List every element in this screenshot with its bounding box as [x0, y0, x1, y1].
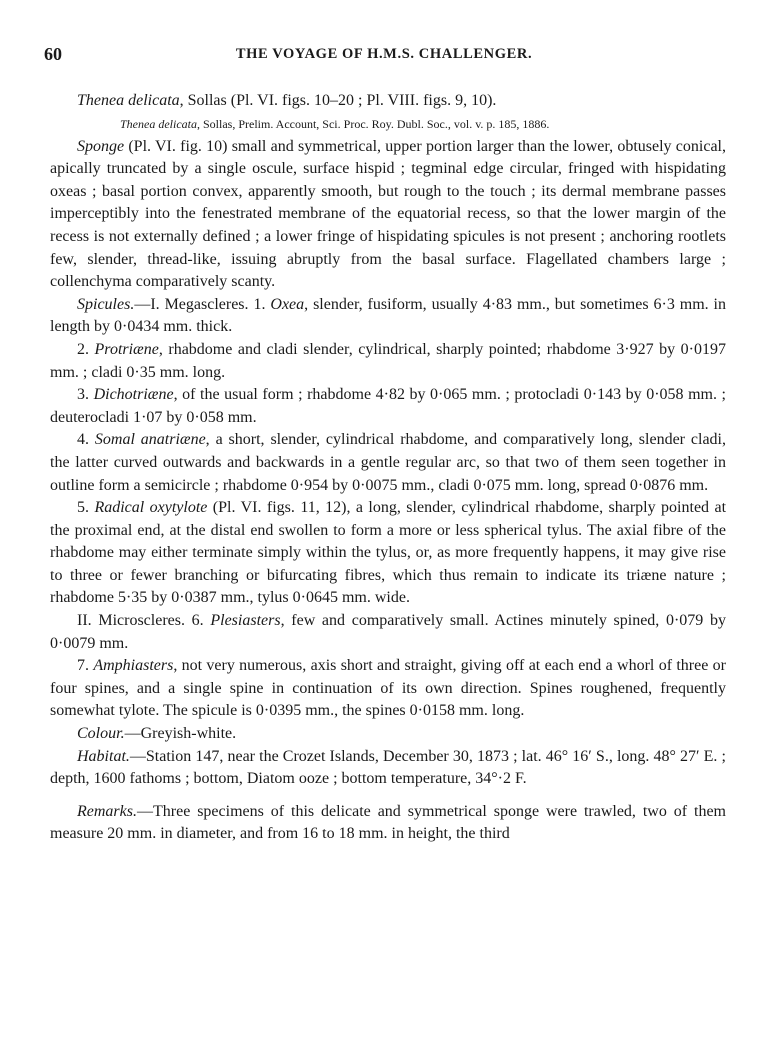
dichotriaene-text: , of the usual form ; rhabdome 4·82 by 0·065 mm. ; protocladi 0·143 by 0·058 mm. ; deuterocladi 1·07 by 0·058 mm. [50, 386, 727, 426]
oxytylote-paragraph [50, 497, 726, 610]
spicules-label: Spicules. [77, 295, 135, 313]
sponge-label: Sponge [77, 137, 125, 155]
plesiasters-name: Plesiasters [210, 612, 281, 630]
amphiasters-paragraph [50, 655, 726, 723]
dichotriaene-name: Dichotriæne [93, 386, 174, 404]
citation-text: , Sollas, Prelim. Account, Sci. Proc. Roy. Dubl. Soc., vol. v. p. 185, 1886. [196, 116, 550, 131]
sponge-paragraph [50, 136, 726, 294]
plesiasters-text: , few and comparatively small. Actines minutely spined, 0·079 by 0·0079 mm. [50, 612, 726, 652]
dichotriaene-paragraph [50, 384, 726, 429]
species-citation [50, 115, 726, 133]
item-number: 7. [77, 657, 94, 675]
habitat-text: —Station 147, near the Crozet Islands, December 30, 1873 ; lat. 46° 16′ S., long. 48° 27′ E. ; depth, 1600 fathoms ; bottom, Diatom ooze ; bottom temperature, 34°·2 F. [50, 747, 726, 788]
colour-text: —Greyish-white. [124, 725, 237, 743]
colour-label: Colour. [77, 725, 125, 743]
running-title: THE VOYAGE OF H.M.S. CHALLENGER. [235, 46, 533, 62]
microscleres-intro: II. Microscleres. 6. [77, 612, 211, 630]
oxytylote-text: (Pl. VI. figs. 11, 12), a long, slender, cylindrical rhabdome, sharply pointed at the proximal end, at the distal end swollen to form a more or less spherical tylus. The axial fibre of the rhabdome may either terminate simply within the tylus, or, as more frequently happens, it may give rise to three or fewer branching or bifurcating fibres, which thus remain to indicate its triæne nature ; rhabdome 5·35 by 0·0387 mm., tylus 0·0645 mm. wide. [50, 499, 727, 607]
species-heading [50, 90, 726, 113]
protriaene-text: , rhabdome and cladi slender, cylindrical, sharply pointed; rhabdome 3·927 by 0·0197 mm. ; cladi 0·35 mm. long. [50, 340, 726, 381]
oxea-name: Oxea [270, 295, 305, 313]
item-number: 3. [77, 386, 94, 404]
anatriaene-paragraph [50, 429, 726, 497]
citation-name: Thenea delicata [120, 116, 197, 131]
remarks-label: Remarks. [77, 802, 137, 820]
sponge-text: (Pl. VI. fig. 10) small and symmetrical, upper portion larger than the lower, obtusely conical, apically truncated by a single oscule, surface hispid ; tegminal edge circular, fringed with hispidating oxeas ; basal portion convex, apparently smooth, but rough to the touch ; its dermal membrane passes imperceptibly into the fenestrated membrane of the equatorial recess, so that the lower margin of the recess is not externally defined ; a lower fringe of hispidating spicules is not present ; anchoring rootlets few, slender, thread-like, issuing abruptly from the basal surface. Flagellated chambers large ; collenchyma comparatively scanty. [50, 137, 726, 291]
species-authority: , Sollas (Pl. VI. figs. 10–20 ; Pl. VIII. figs. 9, 10). [179, 92, 497, 109]
habitat-paragraph [50, 746, 726, 791]
remarks-paragraph [50, 801, 726, 846]
anatriaene-text: , a short, slender, cylindrical rhabdome, and comparatively long, slender cladi, the latter curved outwards and backwards in a gentle regular arc, so that two of them seen together in outline form a semicircle ; rhabdome 0·954 by 0·0075 mm., cladi 0·075 mm. long, spread 0·0876 mm. [50, 431, 726, 494]
remarks-text: —Three specimens of this delicate and symmetrical sponge were trawled, two of them measure 20 mm. in diameter, and from 16 to 18 mm. in height, the third [50, 802, 726, 843]
item-number: 5. [77, 499, 95, 517]
oxea-text: , slender, fusiform, usually 4·83 mm., but sometimes 6·3 mm. in length by 0·0434 mm. thick. [50, 295, 726, 336]
colour-paragraph [50, 723, 726, 746]
page-header [44, 44, 724, 68]
item-number: 4. [77, 431, 95, 449]
habitat-label: Habitat. [77, 747, 130, 765]
spicules-paragraph [50, 294, 726, 339]
page-number: 60 [44, 44, 62, 64]
anatriaene-name: Somal anatriæne [94, 431, 206, 449]
microscleres-paragraph [50, 610, 726, 655]
amphiasters-name: Amphiasters [93, 657, 174, 675]
oxytylote-name: Radical oxytylote [94, 499, 208, 517]
protriaene-name: Protriæne [94, 340, 159, 358]
article-body [50, 90, 726, 846]
amphiasters-text: , not very numerous, axis short and straight, giving off at each end a whorl of three or four spines, and a single spine in continuation of its own direction. Spines roughened, frequently somewhat tylote. The spicule is 0·0395 mm., the spines 0·0158 mm. long. [50, 657, 726, 720]
protriaene-paragraph [50, 339, 726, 384]
spicules-intro: —I. Megascleres. 1. [134, 295, 271, 313]
item-number: 2. [77, 340, 95, 358]
species-name: Thenea delicata [77, 92, 180, 109]
